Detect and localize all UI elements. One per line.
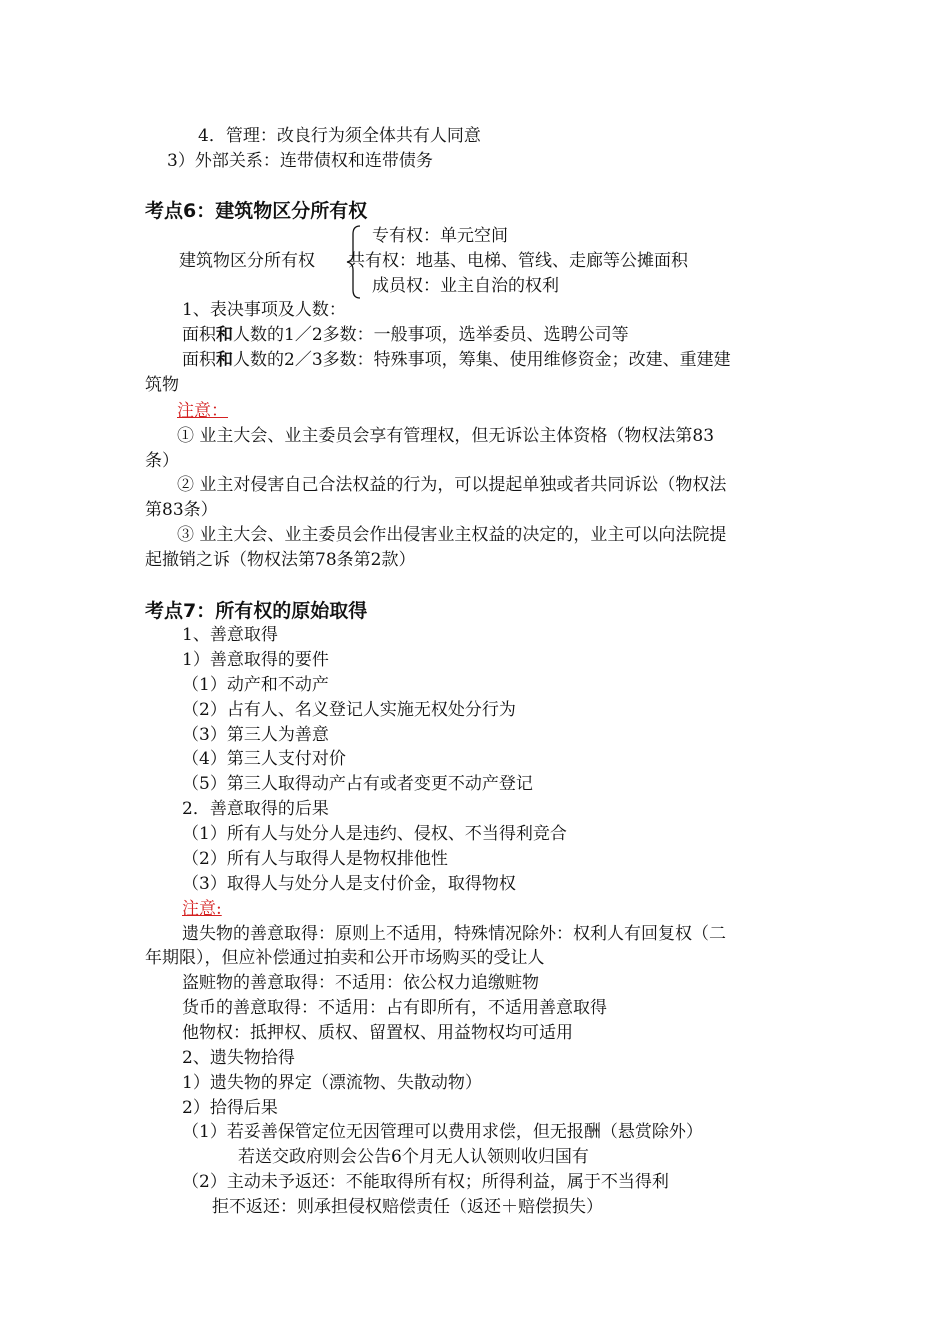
- section-heading-7: 考点7：所有权的原始取得: [145, 600, 368, 622]
- text-line: ③ 业主大会、业主委员会作出侵害业主权益的决定的，业主可以向法院提: [177, 525, 727, 545]
- note-label: 注意：: [177, 401, 228, 421]
- text-line: 面积和人数的1／2多数：一般事项，选举委员、选聘公司等: [182, 325, 629, 345]
- text-line: 面积和人数的2／3多数：特殊事项，筹集、使用维修资金；改建、重建建: [182, 350, 731, 370]
- note-label: 注意:: [182, 899, 222, 919]
- text-line: 1、表决事项及人数：: [182, 300, 346, 320]
- text-line: 2．善意取得的后果: [182, 799, 329, 819]
- text-line: 3）外部关系：连带债权和连带债务: [167, 151, 433, 171]
- text-line: 2、遗失物拾得: [182, 1048, 295, 1068]
- text-line: 拒不返还：则承担侵权赔偿责任（返还＋赔偿损失）: [212, 1197, 603, 1217]
- text-line: （1）若妥善保管定位无因管理可以费用求偿，但无报酬（悬赏除外）: [182, 1122, 703, 1142]
- diagram-label: 建筑物区分所有权: [179, 251, 315, 271]
- text-line: （4）第三人支付对价: [182, 749, 346, 769]
- text-line: 年期限），但应补偿通过拍卖和公开市场购买的受让人: [145, 948, 545, 968]
- text-line: 1、善意取得: [182, 625, 278, 645]
- text-line: 他物权：抵押权、质权、留置权、用益物权均可适用: [182, 1023, 573, 1043]
- text-line: 2）拾得后果: [182, 1098, 278, 1118]
- text-line: 货币的善意取得：不适用：占有即所有，不适用善意取得: [182, 998, 607, 1018]
- text-line: 若送交政府则会公告6个月无人认领则收归国有: [238, 1147, 589, 1167]
- diagram-item: 专有权：单元空间: [372, 226, 508, 246]
- text-line: 4．管理：改良行为须全体共有人同意: [198, 126, 481, 146]
- text-line: 盗赃物的善意取得：不适用：依公权力追缴赃物: [182, 973, 539, 993]
- text-line: 第83条）: [145, 500, 218, 520]
- text-line: （1）所有人与处分人是违约、侵权、不当得利竞合: [182, 824, 567, 844]
- text-line: （3）取得人与处分人是支付价金，取得物权: [182, 874, 516, 894]
- text-line: 条）: [145, 451, 179, 471]
- text-line: （2）所有人与取得人是物权排他性: [182, 849, 448, 869]
- text-line: （3）第三人为善意: [182, 725, 329, 745]
- diagram-item: 共有权：地基、电梯、管线、走廊等公摊面积: [348, 251, 688, 271]
- diagram-item: 成员权：业主自治的权利: [372, 276, 559, 296]
- text-line: ② 业主对侵害自己合法权益的行为，可以提起单独或者共同诉讼（物权法: [177, 475, 727, 495]
- text-line: （5）第三人取得动产占有或者变更不动产登记: [182, 774, 533, 794]
- text-line: （1）动产和不动产: [182, 675, 329, 695]
- text-line: 筑物: [145, 375, 179, 395]
- text-line: （2）占有人、名义登记人实施无权处分行为: [182, 700, 516, 720]
- text-line: 遗失物的善意取得：原则上不适用，特殊情况除外：权利人有回复权（二: [182, 924, 726, 944]
- text-line: 1）善意取得的要件: [182, 650, 329, 670]
- text-line: （2）主动未予返还：不能取得所有权；所得利益，属于不当得利: [182, 1172, 669, 1192]
- section-heading-6: 考点6：建筑物区分所有权: [145, 200, 368, 222]
- text-line: 起撤销之诉（物权法第78条第2款）: [145, 550, 416, 570]
- text-line: ① 业主大会、业主委员会享有管理权，但无诉讼主体资格（物权法第83: [177, 426, 715, 446]
- text-line: 1）遗失物的界定（漂流物、失散动物）: [182, 1073, 482, 1093]
